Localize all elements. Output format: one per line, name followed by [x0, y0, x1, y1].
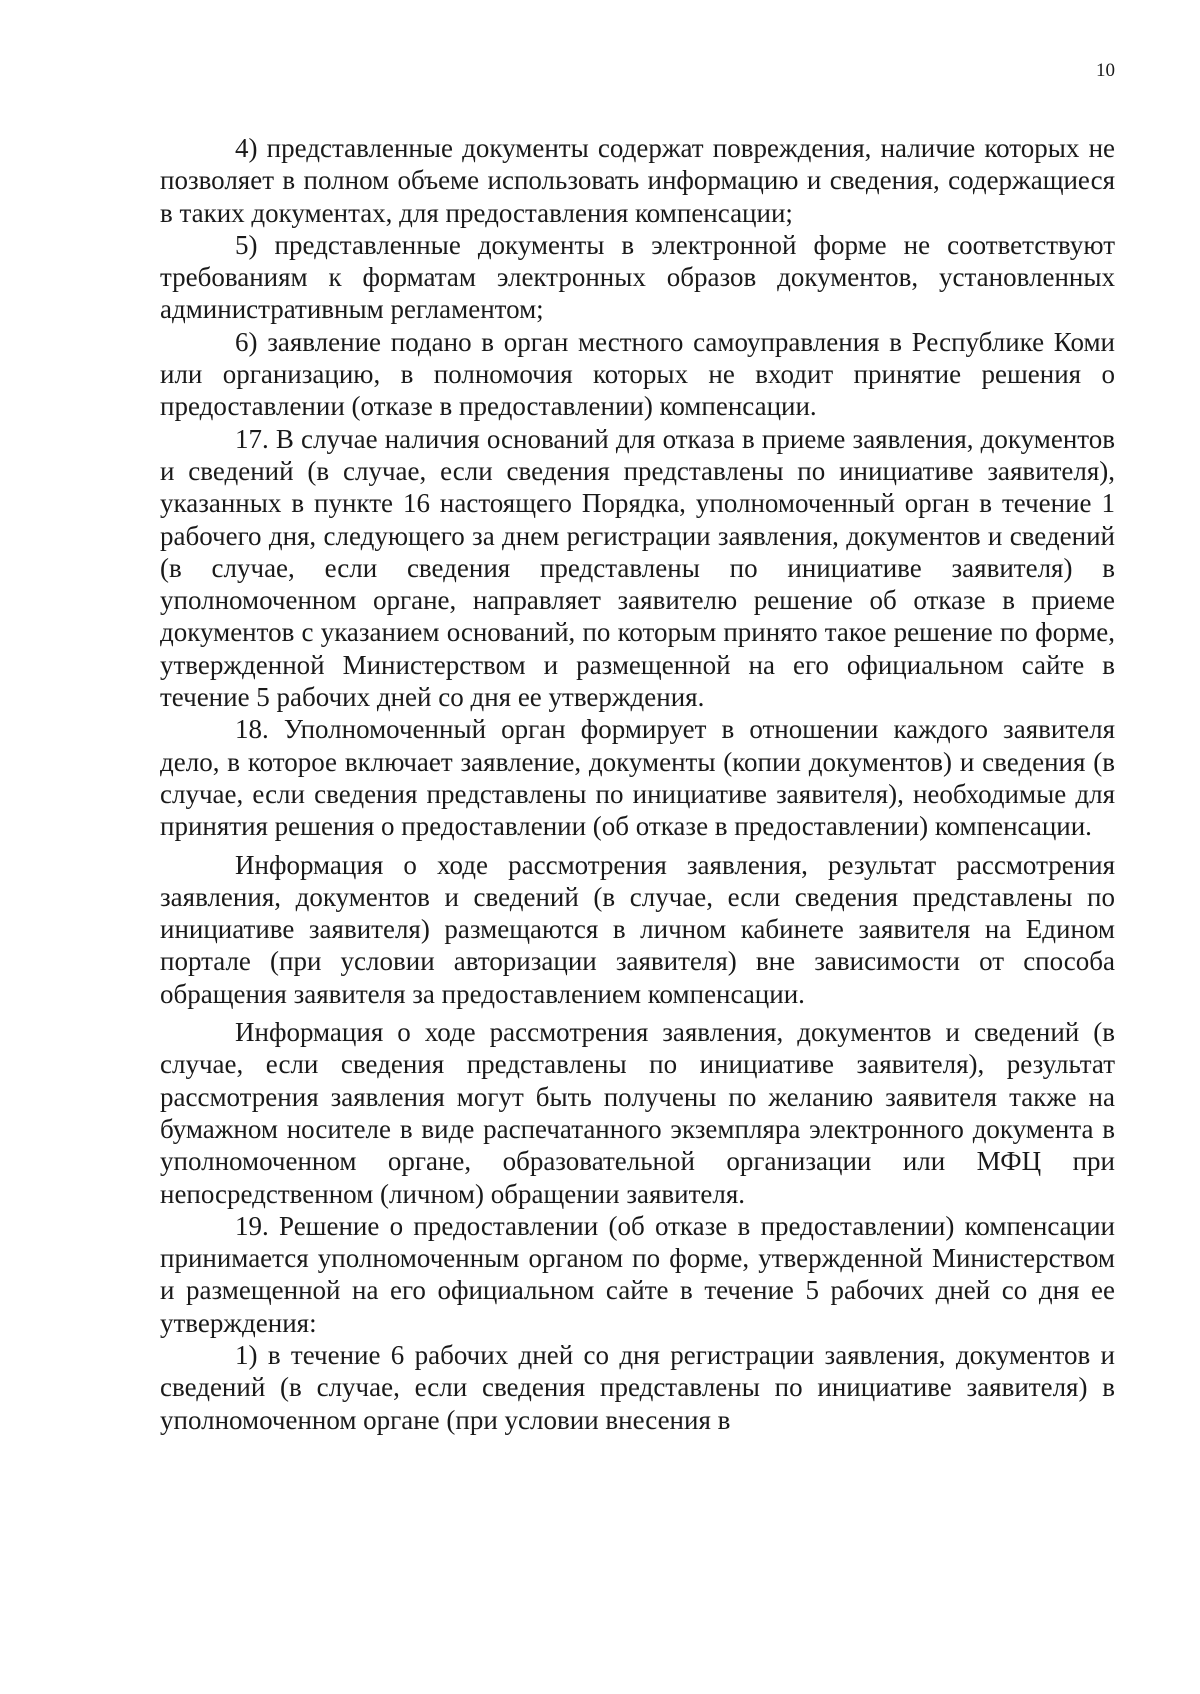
paragraph-info-paper: Информация о ходе рассмотрения заявления, документов и сведений (в случае, если сведения представлены по инициативе заявителя), результат рассмотрения заявления могут быть получены по желанию заявителя также на бумажном носителе в виде распечатанного экземпляра электронного документа в уполномоченном органе, образовательной организации или МФЦ при непосредственном (личном) обращении заявителя.	[160, 1017, 1115, 1209]
document-body	[160, 132, 1115, 1436]
paragraph-item-6: 6) заявление подано в орган местного самоуправления в Республике Коми или организацию, в полномочия которых не входит принятие решения о предоставлении (отказе в предоставлении) компенсации.	[160, 326, 1115, 422]
paragraph-section-17: 17. В случае наличия оснований для отказа в приеме заявления, документов и сведений (в случае, если сведения представлены по инициативе заявителя), указанных в пункте 16 настоящего Порядка, уполномоченный орган в течение 1 рабочего дня, следующего за днем регистрации заявления, документов и сведений (в случае, если сведения представлены по инициативе заявителя) в уполномоченном органе, направляет заявителю решение об отказе в приеме документов с указанием оснований, по которым принято такое решение по форме, утвержденной Министерством и размещенной на его официальном сайте в течение 5 рабочих дней со дня ее утверждения.	[160, 423, 1115, 713]
paragraph-item-19-1: 1) в течение 6 рабочих дней со дня регистрации заявления, документов и сведений (в случае, если сведения представлены по инициативе заявителя) в уполномоченном органе (при условии внесения в	[160, 1339, 1115, 1435]
paragraph-info-portal: Информация о ходе рассмотрения заявления, результат рассмотрения заявления, документов и сведений (в случае, если сведения представлены по инициативе заявителя) размещаются в личном кабинете заявителя на Едином портале (при условии авторизации заявителя) вне зависимости от способа обращения заявителя за предоставлением компенсации.	[160, 849, 1115, 1009]
paragraph-item-5: 5) представленные документы в электронной форме не соответствуют требованиям к форматам электронных образов документов, установленных административным регламентом;	[160, 229, 1115, 325]
paragraph-section-19: 19. Решение о предоставлении (об отказе в предоставлении) компенсации принимается уполномоченным органом по форме, утвержденной Министерством и размещенной на его официальном сайте в течение 5 рабочих дней со дня ее утверждения:	[160, 1210, 1115, 1338]
paragraph-section-18: 18. Уполномоченный орган формирует в отношении каждого заявителя дело, в которое включает заявление, документы (копии документов) и сведения (в случае, если сведения представлены по инициативе заявителя), необходимые для принятия решения о предоставлении (об отказе в предоставлении) компенсации.	[160, 714, 1115, 842]
paragraph-item-4: 4) представленные документы содержат повреждения, наличие которых не позволяет в полном объеме использовать информацию и сведения, содержащиеся в таких документах, для предоставления компенсации;	[160, 133, 1115, 228]
page-number: 10	[1096, 60, 1115, 81]
